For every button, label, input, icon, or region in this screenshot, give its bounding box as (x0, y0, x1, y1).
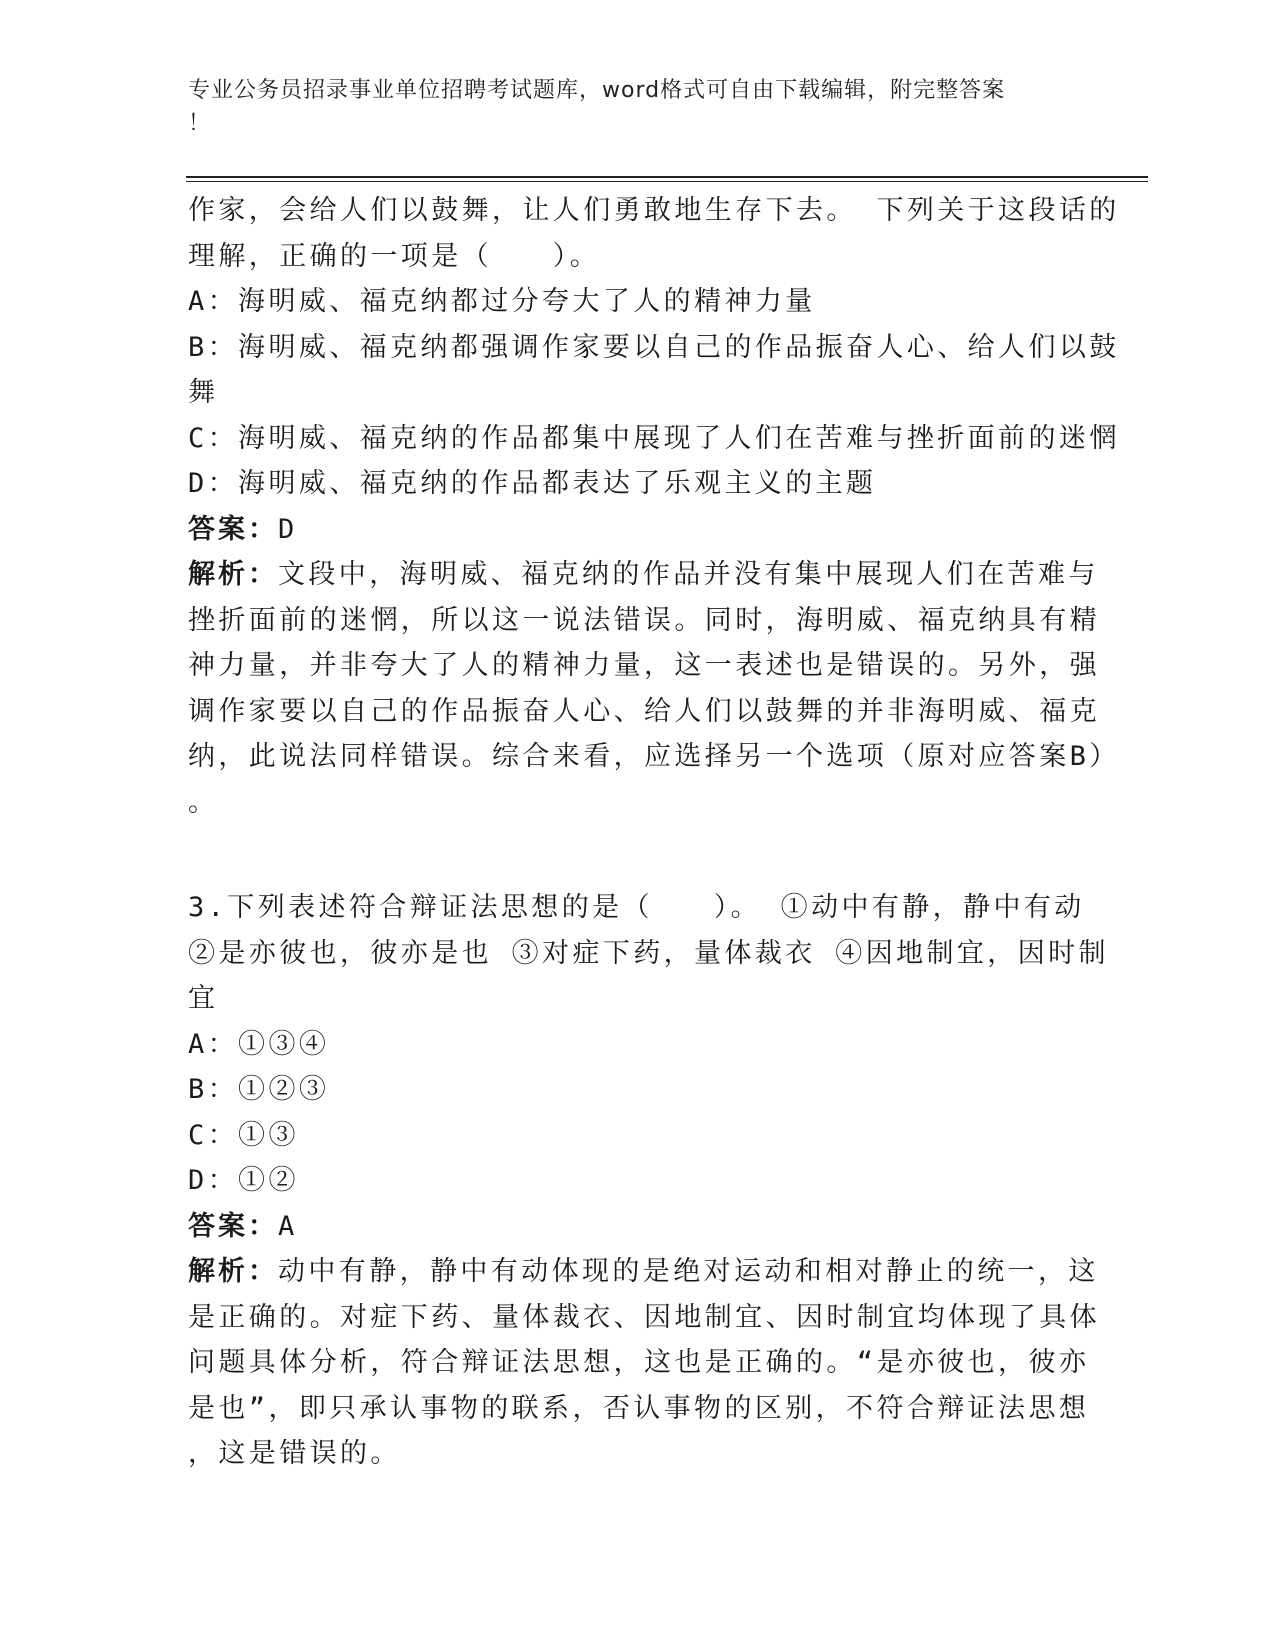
analysis-text: 文段中，海明威、福克纳的作品并没有集中展现人们在苦难与 (278, 559, 1099, 590)
analysis-line: 纳，此说法同样错误。综合来看，应选择另一个选项（原对应答案B） (188, 741, 1120, 772)
question-stem-line: 理解，正确的一项是（ ）。 (188, 240, 601, 272)
question-stem-line: 3.下列表述符合辩证法思想的是（ ）。 ①动中有静，静中有动 (188, 892, 1085, 923)
answer-line (188, 507, 1078, 553)
option-d: D：①② (188, 1165, 299, 1196)
option-c: C：海明威、福克纳的作品都集中展现了人们在苦难与挫折面前的迷惘 (188, 422, 1120, 454)
question-stem-line: 宜 (188, 983, 219, 1014)
analysis-line: ，这是错误的。 (188, 1438, 401, 1469)
option-b: B：海明威、福克纳都强调作家要以自己的作品振奋人心、给人们以鼓 (188, 331, 1120, 363)
analysis-line: 是也”，即只承认事物的联系，否认事物的区别，不符合辩证法思想 (188, 1392, 1090, 1424)
option-b-continued: 舞 (188, 377, 219, 408)
header-rule-thick (186, 176, 1148, 178)
header-rule-thin (186, 181, 1148, 182)
answer-label: 答案： (188, 513, 278, 545)
analysis-label: 解析： (188, 559, 278, 590)
answer-label: 答案： (188, 1210, 278, 1242)
analysis-line: 是正确的。对症下药、量体裁衣、因地制宜、因时制宜均体现了具体 (188, 1301, 1100, 1333)
option-a: A：海明威、福克纳都过分夸大了人的精神力量 (188, 286, 816, 317)
analysis-line: 问题具体分析，符合辩证法思想，这也是正确的。“是亦彼也，彼亦 (188, 1347, 1090, 1378)
option-a: A：①③④ (188, 1028, 330, 1060)
analysis-line: 调作家要以自己的作品振奋人心、给人们以鼓舞的并非海明威、福克 (188, 695, 1100, 727)
analysis-line: 挫折面前的迷惘，所以这一说法错误。同时，海明威、福克纳具有精 (188, 604, 1100, 636)
option-d: D：海明威、福克纳的作品都表达了乐观主义的主题 (188, 468, 877, 499)
analysis-label: 解析： (188, 1256, 278, 1287)
page-header (188, 74, 1068, 140)
section-spacer (188, 825, 1078, 885)
question-stem-line: 作家，会给人们以鼓舞，让人们勇敢地生存下去。 下列关于这段话的 (188, 195, 1120, 226)
analysis-line: 。 (188, 786, 219, 818)
option-b: B：①②③ (188, 1074, 330, 1105)
question-3 (188, 885, 1109, 1477)
analysis-line (188, 1249, 1099, 1295)
answer-line (188, 1204, 1078, 1250)
option-c: C：①③ (188, 1119, 299, 1151)
header-text-line-2: ！ (188, 111, 212, 136)
question-2 (188, 188, 1120, 825)
analysis-text: 动中有静，静中有动体现的是绝对运动和相对静止的统一，这 (278, 1256, 1099, 1287)
question-stem-line: ②是亦彼也，彼亦是也 ③对症下药，量体裁衣 ④因地制宜，因时制 (188, 937, 1109, 969)
answer-value: D (278, 513, 298, 545)
analysis-line (188, 552, 1099, 598)
document-body (188, 188, 1120, 1477)
analysis-line: 神力量，并非夸大了人的精神力量，这一表述也是错误的。另外，强 (188, 650, 1100, 681)
header-text-line-1: 专业公务员招录事业单位招聘考试题库，word格式可自由下载编辑，附完整答案 (188, 78, 1006, 103)
answer-value: A (278, 1210, 298, 1242)
